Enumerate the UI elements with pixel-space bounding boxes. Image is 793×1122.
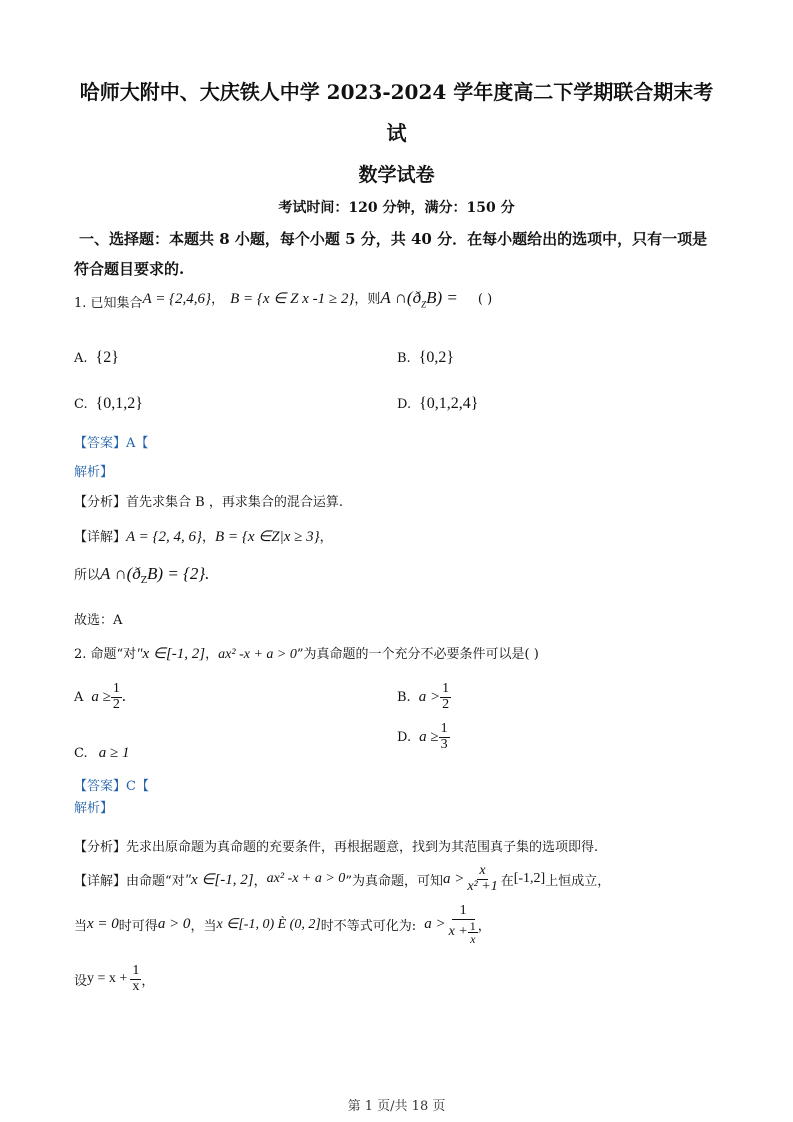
exam-title-line2: 试 bbox=[386, 121, 407, 145]
question-2-stem bbox=[74, 643, 539, 663]
q1-set-a: A = {2,4,6} bbox=[142, 291, 212, 307]
q1-prefix: 1. 已知集合 bbox=[74, 296, 143, 311]
q1-detail-b: B = {x ∈Z|x ≥ 3} bbox=[215, 529, 320, 545]
fraction-denominator: x bbox=[132, 978, 140, 994]
fraction bbox=[449, 904, 478, 946]
line2-d: a > 0 bbox=[157, 916, 191, 933]
fraction-denominator: 3 bbox=[440, 736, 448, 752]
q1-choose: 故选：A bbox=[74, 613, 123, 628]
q1-expr-main: A ∩(ð bbox=[380, 288, 422, 307]
fraction-numerator: 1 bbox=[442, 681, 450, 696]
q2-detail-interval: [-1,2] bbox=[513, 871, 546, 887]
option-value: {2} bbox=[95, 349, 119, 366]
q2-detail-end: 上恒成立， bbox=[545, 873, 611, 889]
section-intro-line1: 一、选择题：本题共 8 小题，每个小题 5 分，共 40 分．在每小题给出的选项中，只有一项是 bbox=[79, 230, 708, 248]
q2-detail-comma: ， bbox=[253, 873, 267, 889]
q1-set-b: B = {x ∈ Z x -1 ≥ 2} bbox=[230, 291, 355, 307]
q2-analysis-label: 解析】 bbox=[74, 801, 114, 816]
q1-so-prefix: 所以 bbox=[74, 568, 101, 583]
fraction-numerator: 1 bbox=[112, 681, 120, 696]
fraction bbox=[467, 864, 497, 894]
option-lhs: a ≥ bbox=[91, 688, 111, 705]
q2-option-c bbox=[74, 742, 129, 762]
fraction-numerator: x bbox=[479, 863, 486, 878]
line3-expr: y = x + bbox=[87, 971, 128, 987]
q2-option-d bbox=[397, 722, 450, 752]
q2-prefix: 2. 命题“对 bbox=[74, 647, 137, 662]
q1-option-c bbox=[74, 393, 143, 413]
q1-option-a bbox=[74, 347, 119, 367]
q1-answer-paren: ( ) bbox=[477, 292, 493, 307]
inner-numerator: 1 bbox=[469, 918, 476, 933]
fraction bbox=[130, 964, 141, 994]
option-label: D. bbox=[397, 397, 412, 412]
q2-detail-forall: "x ∈[-1, 2] bbox=[184, 871, 254, 888]
q2-ineq: ax² -x + a > 0 bbox=[218, 647, 297, 662]
q2-detail-prefix: 【详解】由命题“对 bbox=[74, 873, 185, 889]
q2-detail-mid: ”为真命题，可知 bbox=[345, 873, 443, 889]
q2-rest: ”为真命题的一个充分不必要条件可以是( ) bbox=[296, 647, 539, 662]
page-footer: 第 1 页/共 18 页 bbox=[347, 1099, 446, 1114]
question-1-stem bbox=[74, 288, 492, 311]
q1-expr bbox=[380, 288, 458, 310]
q2-detail-line2 bbox=[74, 904, 491, 946]
inner-fraction bbox=[468, 920, 478, 946]
q1-detail bbox=[74, 526, 333, 546]
q2-detail-lhs: a > bbox=[442, 870, 465, 887]
option-label: A bbox=[74, 689, 84, 705]
option-lhs: a ≥ 1 bbox=[98, 745, 130, 761]
q2-comma: ， bbox=[205, 647, 219, 662]
q2-option-b bbox=[397, 682, 451, 712]
option-label: C. bbox=[74, 397, 88, 412]
q1-analysis-label: 解析】 bbox=[74, 465, 114, 480]
option-lhs: a ≥ bbox=[419, 728, 439, 745]
fraction-numerator: 1 bbox=[440, 721, 448, 736]
q1-fenxi: 【分析】首先求集合 B ，再求集合的混合运算. bbox=[74, 495, 343, 510]
fraction bbox=[111, 682, 122, 712]
denominator-term: x + bbox=[448, 924, 468, 940]
exam-title-line1: 哈师大附中、大庆铁人中学 2023-2024 学年度高二下学期联合期末考 bbox=[79, 80, 714, 104]
option-label: A. bbox=[74, 351, 88, 366]
fraction-denominator bbox=[449, 920, 478, 946]
q1-so-tail: B) = {2}. bbox=[147, 564, 210, 583]
q1-detail-comma-2: ， bbox=[319, 530, 333, 545]
q1-option-d bbox=[397, 393, 478, 413]
q1-detail-comma: ， bbox=[202, 530, 216, 545]
q2-detail-line3 bbox=[74, 964, 154, 994]
inner-denominator: x bbox=[470, 932, 476, 947]
fraction-numerator: 1 bbox=[132, 963, 140, 978]
q2-forall: "x ∈[-1, 2] bbox=[136, 646, 206, 662]
option-value: {0,1,2,4} bbox=[419, 395, 479, 412]
line2-a: 当 bbox=[74, 919, 88, 935]
q2-detail-line1 bbox=[74, 864, 610, 894]
q2-detail-in: 在 bbox=[500, 873, 514, 889]
line2-g: 时不等式可化为: bbox=[320, 919, 417, 935]
q1-answer: 【答案】A【 bbox=[74, 436, 149, 451]
q1-detail-a: A = {2, 4, 6} bbox=[126, 529, 203, 545]
line2-lhs: a > bbox=[424, 916, 446, 933]
line3-end: ， bbox=[141, 973, 155, 989]
fraction-denominator: 2 bbox=[442, 696, 450, 712]
fraction bbox=[439, 722, 450, 752]
option-value: {0,2} bbox=[418, 349, 455, 366]
option-label: B. bbox=[397, 689, 411, 705]
section-intro-line2: 符合题目要求的. bbox=[74, 260, 185, 278]
option-lhs: a > bbox=[418, 688, 441, 705]
q1-so-sub: Z bbox=[140, 576, 148, 587]
line2-f: x ∈[-1, 0) È (0, 2] bbox=[216, 917, 321, 933]
q1-expr-tail: B) = bbox=[426, 288, 458, 307]
q2-fenxi: 【分析】先求出原命题为真命题的充要条件，再根据题意，找到为其范围真子集的选项即得. bbox=[74, 840, 599, 855]
exam-info: 考试时间：120 分钟，满分：150 分 bbox=[278, 200, 515, 216]
q1-comma: ， bbox=[211, 292, 225, 307]
line2-c: 时可得 bbox=[118, 919, 158, 935]
line2-b: x = 0 bbox=[87, 916, 119, 933]
option-tail: . bbox=[121, 688, 126, 706]
q2-option-a bbox=[74, 682, 126, 712]
q2-detail-ineq: ax² -x + a > 0 bbox=[266, 871, 346, 887]
fraction-denominator: x² +1 bbox=[467, 878, 498, 894]
q1-option-b bbox=[397, 347, 454, 367]
line2-end: ， bbox=[477, 919, 491, 935]
q1-detail-prefix: 【详解】 bbox=[74, 530, 127, 545]
option-value: {0,1,2} bbox=[95, 395, 143, 412]
line2-e: ，当 bbox=[190, 919, 217, 935]
option-label: B. bbox=[397, 351, 411, 366]
fraction bbox=[440, 682, 451, 712]
fraction-denominator: 2 bbox=[112, 696, 120, 712]
fraction-numerator: 1 bbox=[452, 904, 475, 920]
q1-then: ，则 bbox=[354, 292, 381, 307]
subject-title: 数学试卷 bbox=[358, 164, 435, 186]
q2-answer: 【答案】C【 bbox=[74, 779, 149, 794]
q1-expr-sub: Z bbox=[421, 299, 427, 310]
option-label: C. bbox=[74, 746, 88, 761]
q1-so-expr: A ∩(ð bbox=[100, 564, 141, 583]
option-label: D. bbox=[397, 729, 412, 745]
q1-so bbox=[74, 564, 209, 586]
line3-prefix: 设 bbox=[74, 973, 88, 989]
